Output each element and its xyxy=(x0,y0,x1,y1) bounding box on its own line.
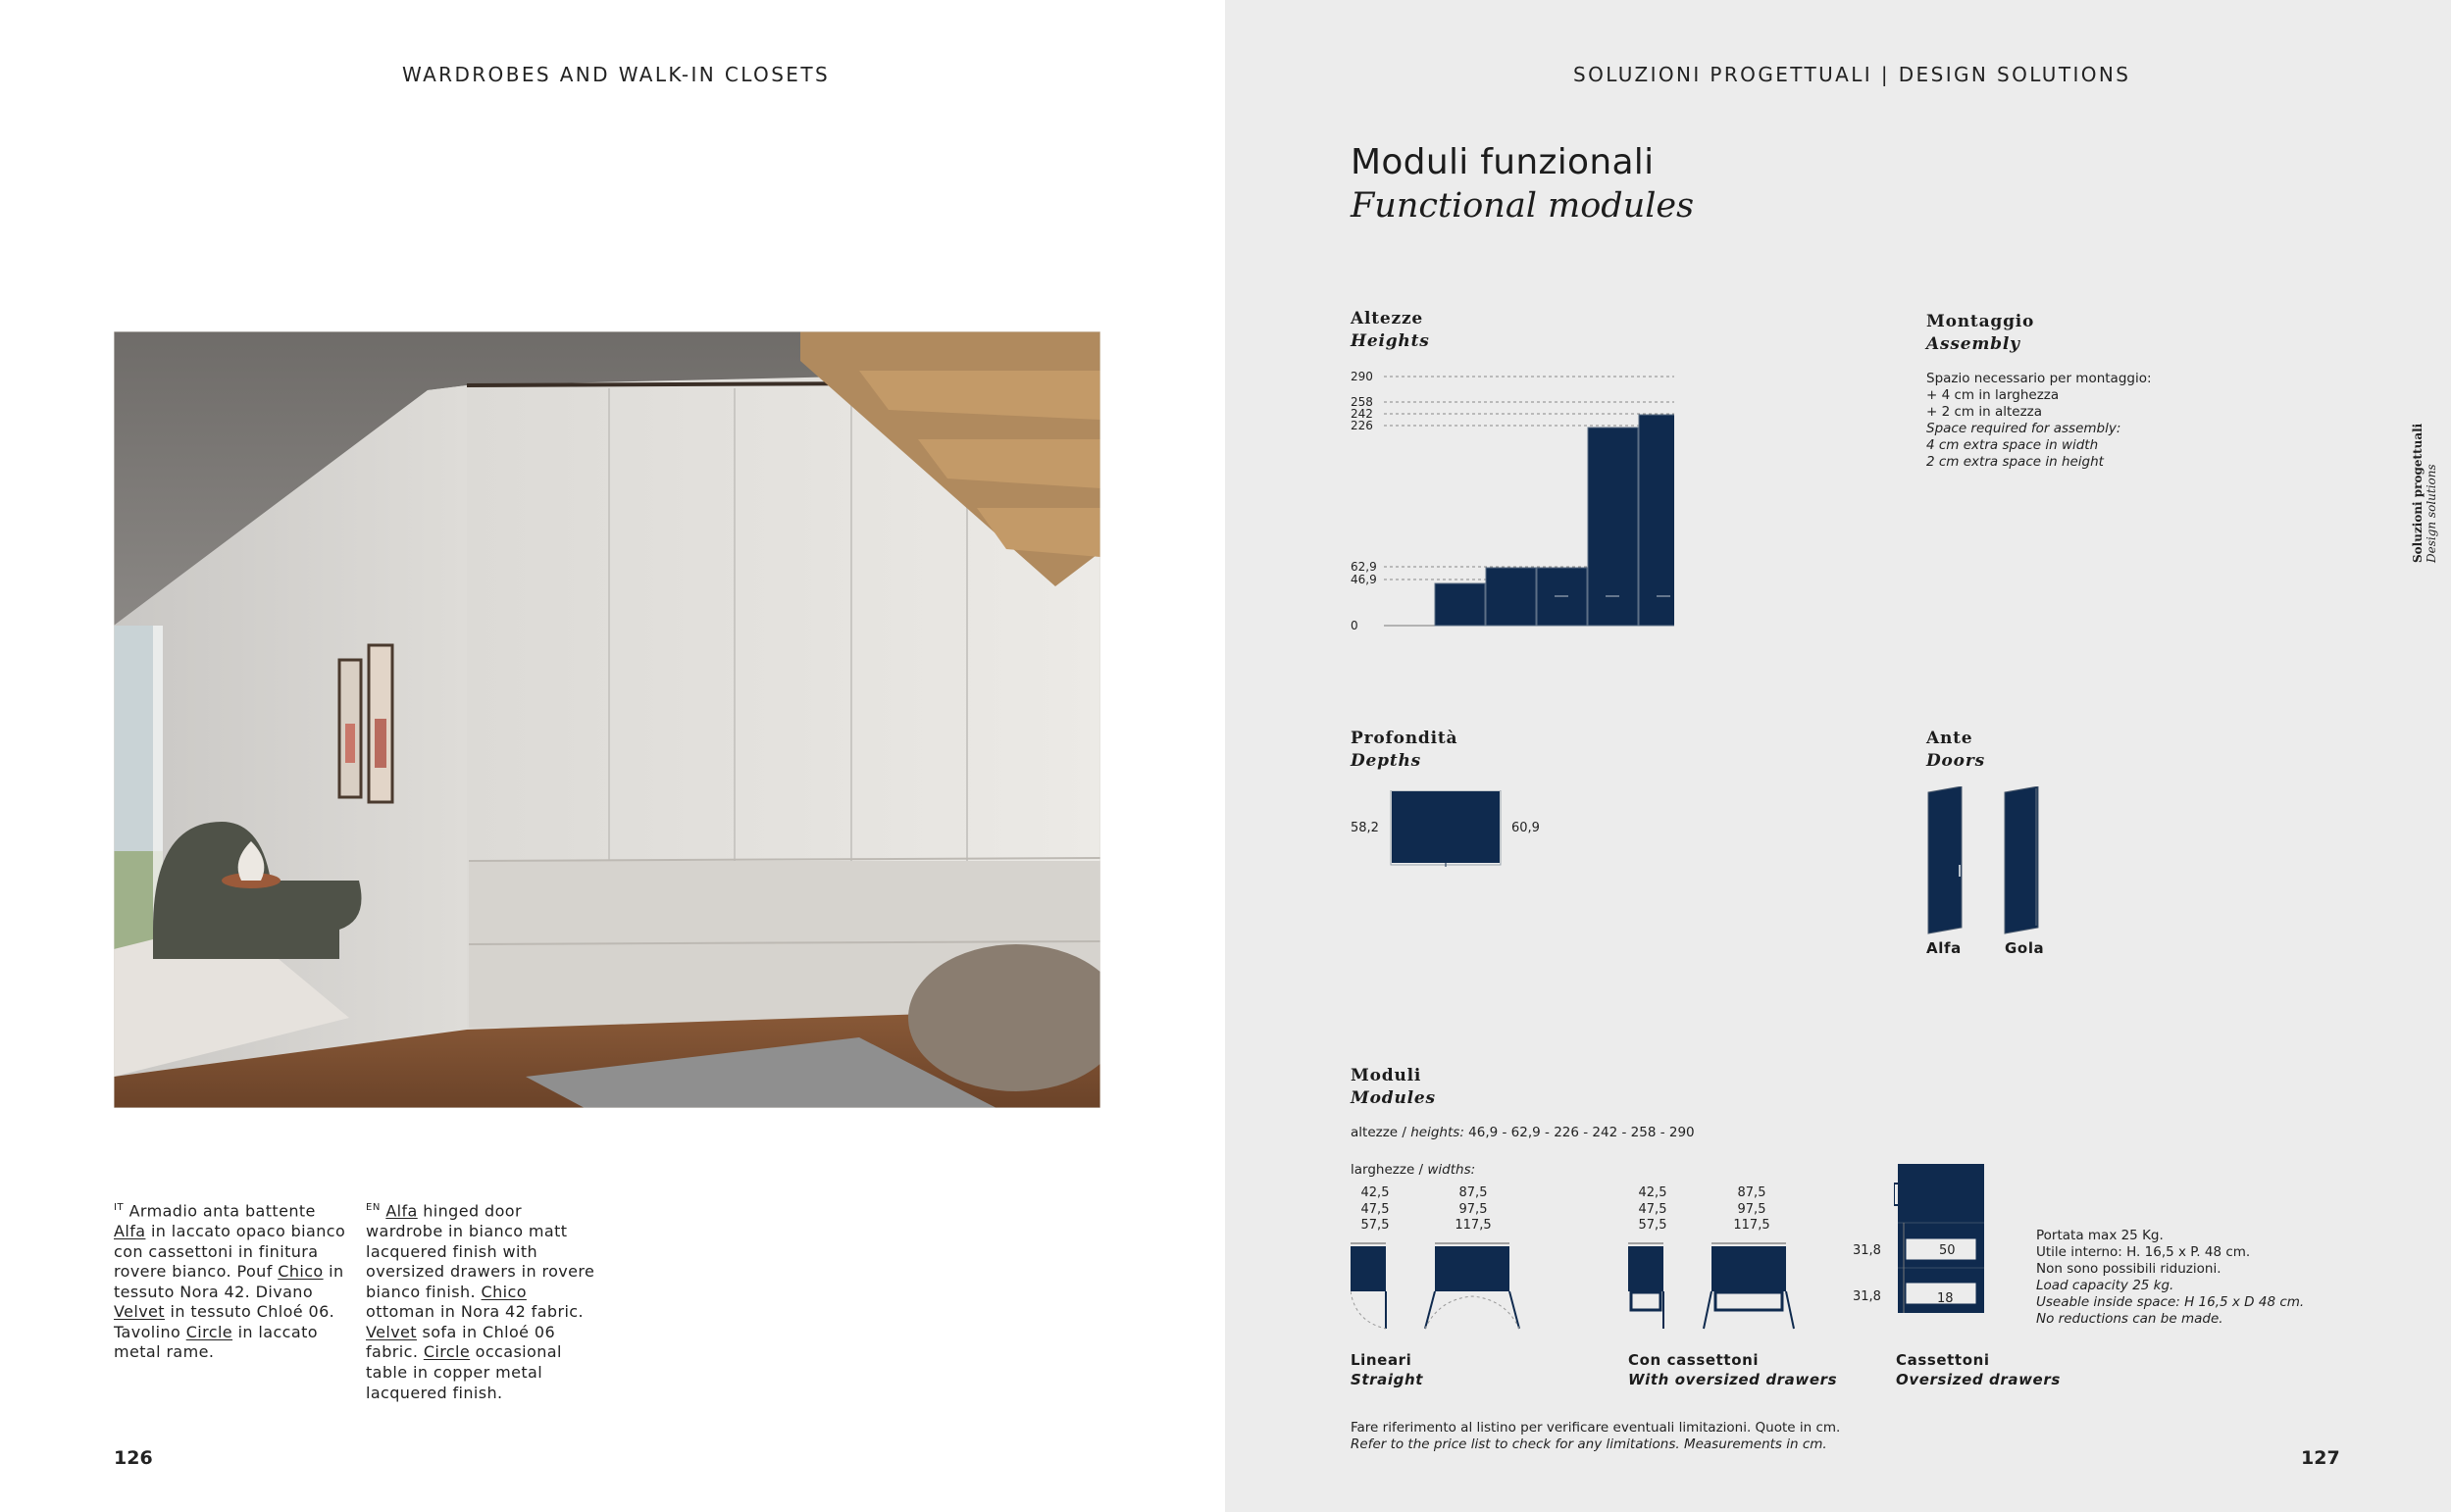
assembly-line: + 4 cm in larghezza xyxy=(1926,387,2060,403)
assembly-line: 4 cm extra space in width xyxy=(1926,437,2099,453)
caption-text: sofa in Chloé 06 fabric. xyxy=(366,1322,556,1362)
product-link-chico[interactable]: Chico xyxy=(278,1262,324,1282)
side-tab xyxy=(2411,424,2438,563)
width-value: 47,5 xyxy=(1360,1201,1390,1217)
footnote-it: Fare riferimento al listino per verificare eventuali limitazioni. Quote in cm. xyxy=(1351,1420,1841,1436)
width-value: 57,5 xyxy=(1638,1218,1667,1233)
depth-diagram-svg xyxy=(1390,790,1504,869)
drawer-note: Portata max 25 Kg. xyxy=(2036,1228,2164,1243)
widths-stack-c xyxy=(1628,1185,1677,1235)
assembly-line: Spazio necessario per montaggio: xyxy=(1926,371,2152,386)
product-link-circle[interactable]: Circle xyxy=(185,1322,233,1341)
caption-text: in laccato metal rame. xyxy=(114,1322,318,1362)
side-tab-it: Soluzioni progettuali xyxy=(2411,423,2425,563)
room-photo-illustration xyxy=(114,331,1100,1108)
depth-right-value: 60,9 xyxy=(1511,821,1540,835)
product-link-circle[interactable]: Circle xyxy=(423,1342,471,1362)
drawers-label-en: With oversized drawers xyxy=(1628,1371,1838,1388)
running-head: WARDROBES AND WALK-IN CLOSETS xyxy=(402,63,831,86)
module-drawings-svg xyxy=(1351,1235,2135,1334)
heights-chart xyxy=(1351,365,1674,639)
drawers-label: Con cassettoni xyxy=(1628,1351,1760,1369)
width-value: 97,5 xyxy=(1737,1201,1766,1217)
width-value: 117,5 xyxy=(1455,1218,1492,1233)
modules-title: Moduli xyxy=(1351,1066,1422,1085)
straight-label: Lineari xyxy=(1351,1351,1412,1369)
door-label-alfa: Alfa xyxy=(1926,939,1962,957)
width-value: 87,5 xyxy=(1458,1185,1488,1200)
drawer-notes xyxy=(2036,1228,2330,1328)
width-value: 87,5 xyxy=(1737,1185,1766,1200)
product-link-alfa[interactable]: Alfa xyxy=(114,1221,146,1240)
height-tick-label: 226 xyxy=(1351,419,1373,432)
page-number: 127 xyxy=(2301,1447,2340,1469)
page-number: 126 xyxy=(114,1447,153,1469)
depth-diagram xyxy=(1390,790,1504,869)
width-value: 57,5 xyxy=(1360,1218,1390,1233)
height-bar xyxy=(1435,583,1485,626)
height-tick-label: 62,9 xyxy=(1351,560,1377,574)
caption-text: hinged door wardrobe in bianco matt lacquered finish with oversized drawers in rovere bianco finish. xyxy=(366,1201,595,1301)
module-drawings xyxy=(1351,1235,2135,1334)
caption-lang-it: IT xyxy=(114,1202,125,1213)
modules-heights-line xyxy=(1351,1125,1695,1141)
height-tick-label: 258 xyxy=(1351,395,1373,409)
heights-title: Altezze xyxy=(1351,309,1424,328)
widths-stack-a xyxy=(1351,1185,1400,1235)
depth-left-value: 58,2 xyxy=(1351,821,1379,835)
depths-subtitle: Depths xyxy=(1351,751,1422,771)
footnote-en: Refer to the price list to check for any limitations. Measurements in cm. xyxy=(1351,1436,1827,1452)
height-tick-label: 46,9 xyxy=(1351,573,1377,586)
heights-chart-svg xyxy=(1351,365,1674,639)
width-value: 47,5 xyxy=(1638,1201,1667,1217)
height-tick-label: 290 xyxy=(1351,370,1373,383)
room-photo xyxy=(114,331,1100,1108)
caption-en xyxy=(366,1198,599,1403)
width-value: 42,5 xyxy=(1360,1185,1390,1200)
heights-label-en: heights: xyxy=(1410,1125,1464,1140)
height-bar xyxy=(1486,568,1536,626)
height-tick-label: 242 xyxy=(1351,407,1373,421)
drawer-inner-2: 18 xyxy=(1937,1291,1954,1306)
product-link-chico[interactable]: Chico xyxy=(481,1282,527,1301)
drawer-note: Utile interno: H. 16,5 x P. 48 cm. xyxy=(2036,1244,2251,1260)
product-link-velvet[interactable]: Velvet xyxy=(114,1302,165,1322)
drawer-inner-1: 50 xyxy=(1939,1243,1956,1258)
right-page xyxy=(1225,0,2451,1512)
page-title: Moduli funzionali xyxy=(1351,142,1655,182)
page-subtitle: Functional modules xyxy=(1351,186,1695,226)
doors-diagram xyxy=(1926,786,2064,943)
drawer-height-2: 31,8 xyxy=(1853,1289,1881,1304)
height-bar xyxy=(1639,415,1674,626)
widths-label-en: widths: xyxy=(1427,1162,1476,1178)
height-tick-label: 0 xyxy=(1351,619,1358,632)
caption-text: occasional table in copper metal lacquered finish. xyxy=(366,1342,562,1402)
width-value: 117,5 xyxy=(1733,1218,1770,1233)
oversized-label-en: Oversized drawers xyxy=(1896,1371,2061,1388)
assembly-line: 2 cm extra space in height xyxy=(1926,454,2104,470)
drawer-note: Useable inside space: H 16,5 x D 48 cm. xyxy=(2036,1294,2305,1310)
left-page xyxy=(0,0,1225,1512)
drawer-note: Non sono possibili riduzioni. xyxy=(2036,1261,2221,1277)
doors-diagram-svg xyxy=(1926,786,2064,943)
assembly-subtitle: Assembly xyxy=(1926,334,2020,354)
heights-values: 46,9 - 62,9 - 226 - 242 - 258 - 290 xyxy=(1468,1125,1695,1140)
widths-stack-b xyxy=(1429,1185,1517,1235)
doors-subtitle: Doors xyxy=(1926,751,1985,771)
caption-text: in tessuto Chloé 06. Tavolino xyxy=(114,1302,335,1341)
running-head: SOLUZIONI PROGETTUALI | DESIGN SOLUTIONS xyxy=(1573,63,2131,86)
widths-label-it: larghezze / xyxy=(1351,1162,1424,1178)
widths-stack-d xyxy=(1708,1185,1796,1235)
assembly-line: Space required for assembly: xyxy=(1926,421,2121,436)
width-value: 42,5 xyxy=(1638,1185,1667,1200)
drawer-height-1: 31,8 xyxy=(1853,1243,1881,1258)
modules-widths-line xyxy=(1351,1162,1475,1179)
product-link-alfa[interactable]: Alfa xyxy=(385,1201,418,1221)
caption-text: in tessuto Nora 42. Divano xyxy=(114,1262,344,1301)
drawer-note: Load capacity 25 kg. xyxy=(2036,1278,2174,1293)
drawer-note: No reductions can be made. xyxy=(2036,1311,2223,1327)
caption-text: Armadio anta battente xyxy=(128,1201,316,1221)
width-value: 97,5 xyxy=(1458,1201,1488,1217)
modules-subtitle: Modules xyxy=(1351,1088,1436,1108)
product-link-velvet[interactable]: Velvet xyxy=(366,1322,417,1341)
assembly-notes xyxy=(1926,371,2221,471)
heights-subtitle: Heights xyxy=(1351,331,1430,351)
straight-label-en: Straight xyxy=(1351,1371,1424,1388)
caption-it xyxy=(114,1198,347,1363)
side-tab-en: Design solutions xyxy=(2425,464,2438,563)
caption-lang-en: EN xyxy=(366,1202,381,1213)
door-label-gola: Gola xyxy=(2005,939,2045,957)
heights-label-it: altezze / xyxy=(1351,1125,1406,1140)
caption-text: ottoman in Nora 42 fabric. xyxy=(366,1302,584,1322)
caption-text: in laccato opaco bianco con cassettoni in finitura rovere bianco. Pouf xyxy=(114,1221,346,1282)
doors-title: Ante xyxy=(1926,729,1973,748)
assembly-line: + 2 cm in altezza xyxy=(1926,404,2043,420)
assembly-title: Montaggio xyxy=(1926,312,2035,331)
depths-title: Profondità xyxy=(1351,729,1458,748)
oversized-label: Cassettoni xyxy=(1896,1351,1990,1369)
